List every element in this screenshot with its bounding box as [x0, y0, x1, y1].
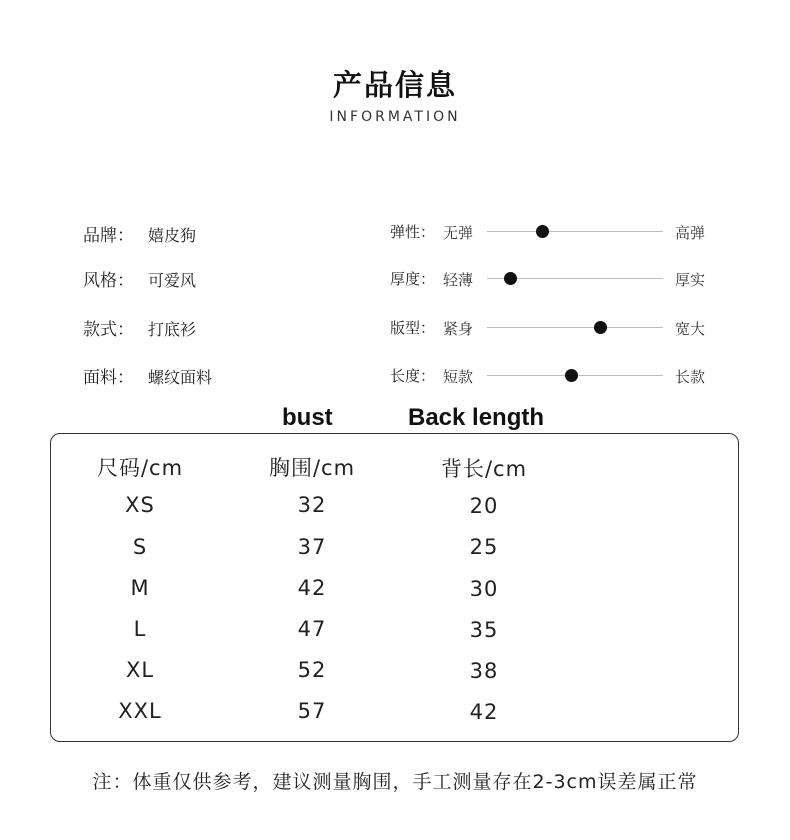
table-cell-bust: 52 [297, 658, 327, 682]
table-cell-back-length: 20 [469, 494, 499, 518]
scale-fit-label: 版型： [390, 319, 436, 337]
table-cell-back-length: 30 [469, 577, 499, 601]
table-cell-bust: 32 [297, 493, 327, 517]
table-cell-size: XXL [118, 699, 162, 723]
scale-length-min: 短款 [443, 368, 474, 386]
attr-brand-value: 嬉皮狗 [148, 226, 197, 245]
attr-style-label: 风格： [83, 271, 134, 291]
scale-length-max: 长款 [675, 368, 706, 386]
table-cell-size: L [133, 617, 147, 641]
table-cell-bust: 47 [297, 617, 327, 641]
attr-type-label: 款式： [83, 320, 134, 340]
scale-thickness-label: 厚度： [390, 270, 436, 288]
scale-thickness-track [487, 278, 663, 279]
scale-thickness-min: 轻薄 [443, 271, 474, 289]
back-length-english-header: Back length [408, 404, 545, 431]
table-header-bust: 胸围/cm [268, 456, 356, 480]
scale-fit-marker [594, 321, 607, 334]
attr-style-value: 可爱风 [148, 271, 197, 290]
scale-elasticity-label: 弹性： [390, 223, 436, 241]
measurement-note: 注：体重仅供参考，建议测量胸围，手工测量存在2-3cm误差属正常 [92, 771, 698, 793]
table-cell-size: M [130, 576, 150, 600]
scale-length-track [487, 375, 663, 376]
scale-fit-track [487, 327, 663, 328]
table-cell-bust: 37 [297, 535, 327, 559]
scale-length-label: 长度： [390, 367, 436, 385]
scale-fit-min: 紧身 [443, 320, 474, 338]
table-cell-back-length: 35 [469, 618, 499, 642]
attr-brand-label: 品牌： [83, 226, 134, 246]
table-cell-size: XL [125, 658, 155, 682]
attr-fabric-value: 螺纹面料 [148, 368, 213, 387]
table-cell-back-length: 42 [469, 700, 499, 724]
scale-elasticity-max: 高弹 [675, 224, 706, 242]
bust-english-header: bust [282, 404, 333, 431]
scale-elasticity-min: 无弹 [443, 224, 474, 242]
page-subtitle: INFORMATION [329, 109, 461, 125]
scale-elasticity-marker [536, 225, 549, 238]
table-cell-back-length: 25 [469, 535, 499, 559]
table-cell-back-length: 38 [469, 659, 499, 683]
table-cell-bust: 57 [297, 699, 327, 723]
table-cell-size: S [132, 535, 148, 559]
scale-elasticity-track [487, 231, 663, 232]
table-cell-size: XS [125, 493, 155, 517]
attr-fabric-label: 面料： [83, 368, 134, 388]
page-title: 产品信息 [332, 68, 457, 102]
table-cell-bust: 42 [297, 576, 327, 600]
scale-fit-max: 宽大 [675, 320, 706, 338]
scale-thickness-max: 厚实 [675, 271, 706, 289]
scale-length-marker [565, 369, 578, 382]
table-header-back-length: 背长/cm [440, 457, 528, 481]
attr-type-value: 打底衫 [148, 320, 197, 339]
scale-thickness-marker [504, 272, 517, 285]
table-header-size: 尺码/cm [96, 456, 184, 480]
